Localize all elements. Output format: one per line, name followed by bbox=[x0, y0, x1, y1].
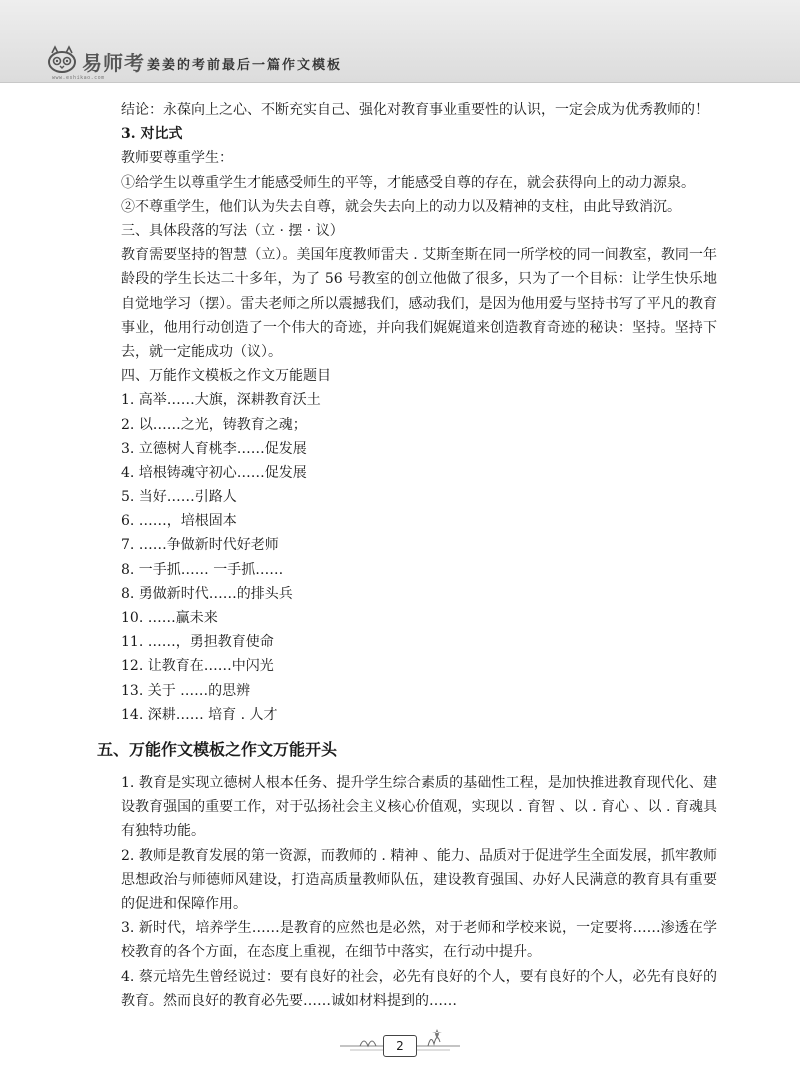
page-footer bbox=[0, 1018, 800, 1068]
subheading-paragraph-writing: 三、具体段落的写法（立 · 摆 · 议） bbox=[121, 222, 344, 239]
list-item: 14. 深耕…… 培育 . 人才 bbox=[121, 706, 278, 723]
list-item: 1. 高举……大旗，深耕教育沃土 bbox=[121, 392, 321, 409]
page-header bbox=[0, 0, 800, 83]
logo-owl-icon bbox=[44, 44, 80, 74]
subheading-contrast: 3. 对比式 bbox=[121, 126, 183, 143]
list-item: 13. 关于 ……的思辨 bbox=[121, 682, 251, 699]
list-item: 12. 让教育在……中闪光 bbox=[121, 658, 274, 675]
list-item: 6. ……，培根固本 bbox=[121, 513, 237, 530]
list-item: 3. 立德树人育桃李……促发展 bbox=[121, 440, 307, 457]
paragraph-opening-2: 2. 教师是教育发展的第一资源，而教师的 . 精神 、能力、品质对于促进学生全面发展，抓牢教师思想政治与师德师风建设，打造高质量教师队伍，建设教育强国、办好人民满意的教育具有重要的促进和保障作用。 bbox=[121, 847, 717, 912]
list-item: 4. 培根铸魂守初心……促发展 bbox=[121, 464, 307, 481]
list-item: 8. 勇做新时代……的排头兵 bbox=[121, 585, 293, 602]
header-title: 姜姜的考前最后一篇作文模板 bbox=[147, 58, 343, 73]
paragraph-opening-4: 4. 蔡元培先生曾经说过：要有良好的社会，必先有良好的个人，要有良好的个人，必先有良好的教育。然而良好的教育必先要……诚如材料提到的…… bbox=[121, 968, 717, 1009]
list-item: 8. 一手抓…… 一手抓…… bbox=[121, 561, 284, 578]
page-number: 2 bbox=[383, 1035, 417, 1057]
logo-url: www.eshikao.com bbox=[52, 75, 105, 81]
page-content bbox=[97, 98, 717, 1013]
list-item: 7. ……争做新时代好老师 bbox=[121, 537, 279, 554]
paragraph-opening-1: 1. 教育是实现立德树人根本任务、提升学生综合素质的基础性工程，是加快推进教育现代化、建设教育强国的重要工作，对于弘扬社会主义核心价值观，实现以 . 育智 、以 . 育心 、以 . 育魂具有独特功能。 bbox=[121, 774, 717, 840]
list-item: 10. ……赢未来 bbox=[121, 610, 218, 627]
paragraph-conclusion: 结论：永葆向上之心、不断充实自己、强化对教育事业重要性的认识，一定会成为优秀教师的！ bbox=[121, 102, 709, 118]
paragraph-respect: 教师要尊重学生： bbox=[121, 150, 233, 167]
paragraph-example: 教育需要坚持的智慧（立）。美国年度教师雷夫 . 艾斯奎斯在同一所学校的同一间教室，教同一年龄段的学生长达二十多年，为了 56 号教室的创立他做了很多，只为了一个目标：让学生快乐地自觉地学习（摆）。雷夫老师之所以震撼我们，感动我们，是因为他用爱与坚持书写了平凡的教育事业，他用行动创造了一个伟大的奇迹，并向我们娓娓道来创造教育奇迹的秘诀：坚持。坚持下去，就一定能成功（议）。 bbox=[121, 247, 717, 360]
paragraph-point-2: ②不尊重学生，他们认为失去自尊，就会失去向上的动力以及精神的支柱，由此导致消沉。 bbox=[121, 198, 681, 215]
list-item: 5. 当好……引路人 bbox=[121, 489, 237, 506]
section-heading-openings: 五、万能作文模板之作文万能开头 bbox=[97, 739, 338, 759]
subheading-titles: 四、万能作文模板之作文万能题目 bbox=[121, 368, 331, 385]
paragraph-opening-3: 3. 新时代，培养学生……是教育的应然也是必然，对于老师和学校来说，一定要将……渗透在学校教育的各个方面，在态度上重视，在细节中落实，在行动中提升。 bbox=[121, 920, 717, 961]
paragraph-point-1: ①给学生以尊重学生才能感受师生的平等，才能感受自尊的存在，就会获得向上的动力源泉。 bbox=[121, 174, 695, 191]
list-item: 11. ……，勇担教育使命 bbox=[121, 634, 274, 651]
list-item: 2. 以……之光，铸教育之魂； bbox=[121, 416, 307, 433]
titles-list bbox=[97, 388, 717, 727]
logo-text: 易师考 bbox=[82, 51, 145, 75]
